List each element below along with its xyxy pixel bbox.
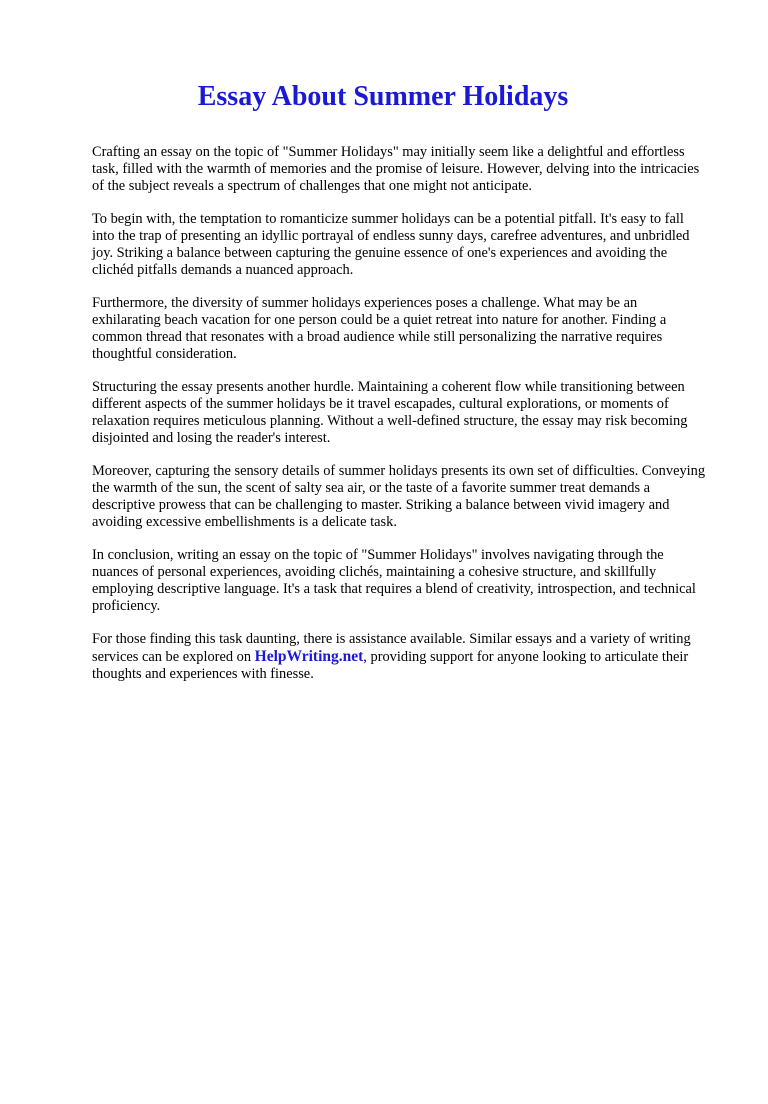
- closing-text-after-link: , providing support for anyone looking to articulate their thoughts and experiences with finesse.: [92, 649, 689, 682]
- closing-paragraph: [92, 631, 706, 683]
- paragraph-5: Moreover, capturing the sensory details of summer holidays presents its own set of difficulties. Conveying the warmth of the sun, the scent of salty sea air, or the taste of a favorite summer treat demands a descriptive prowess that can be challenging to master. Striking a balance between vivid imagery and avoiding excessive embellishments is a delicate task.: [92, 463, 706, 530]
- document-page: [0, 80, 768, 1104]
- page-title: Essay About Summer Holidays: [197, 81, 569, 112]
- paragraph-3: Furthermore, the diversity of summer holidays experiences poses a challenge. What may be an exhilarating beach vacation for one person could be a quiet retreat into nature for another. Finding a common thread that resonates with a broad audience while still personalizing the narrative requires thoughtful consideration.: [92, 295, 667, 362]
- paragraph-1: Crafting an essay on the topic of "Summer Holidays" may initially seem like a delightful and effortless task, filled with the warmth of memories and the promise of leisure. However, delving into the intricacies of the subject reveals a spectrum of challenges that one might not anticipate.: [92, 144, 700, 194]
- paragraph-4: Structuring the essay presents another hurdle. Maintaining a coherent flow while transitioning between different aspects of the summer holidays be it travel escapades, cultural explorations, or moments of relaxation requires meticulous planning. Without a well-defined structure, the essay may risk becoming disjointed and losing the reader's interest.: [92, 379, 688, 446]
- essay-body: [92, 144, 706, 683]
- helpwriting-link[interactable]: HelpWriting.net: [254, 648, 364, 665]
- closing-text-before-link: For those finding this task daunting, there is assistance available. Similar essays and a variety of writing services can be explored on: [92, 631, 691, 665]
- paragraph-2: To begin with, the temptation to romanticize summer holidays can be a potential pitfall. It's easy to fall into the trap of presenting an idyllic portrayal of endless sunny days, carefree adventures, and unbridled joy. Striking a balance between capturing the genuine essence of one's experiences and avoiding the clichéd pitfalls demands a nuanced approach.: [92, 211, 690, 278]
- paragraph-6: In conclusion, writing an essay on the topic of "Summer Holidays" involves navigating through the nuances of personal experiences, avoiding clichés, maintaining a cohesive structure, and skillfully employing descriptive language. It's a task that requires a blend of creativity, introspection, and technical proficiency.: [92, 547, 696, 614]
